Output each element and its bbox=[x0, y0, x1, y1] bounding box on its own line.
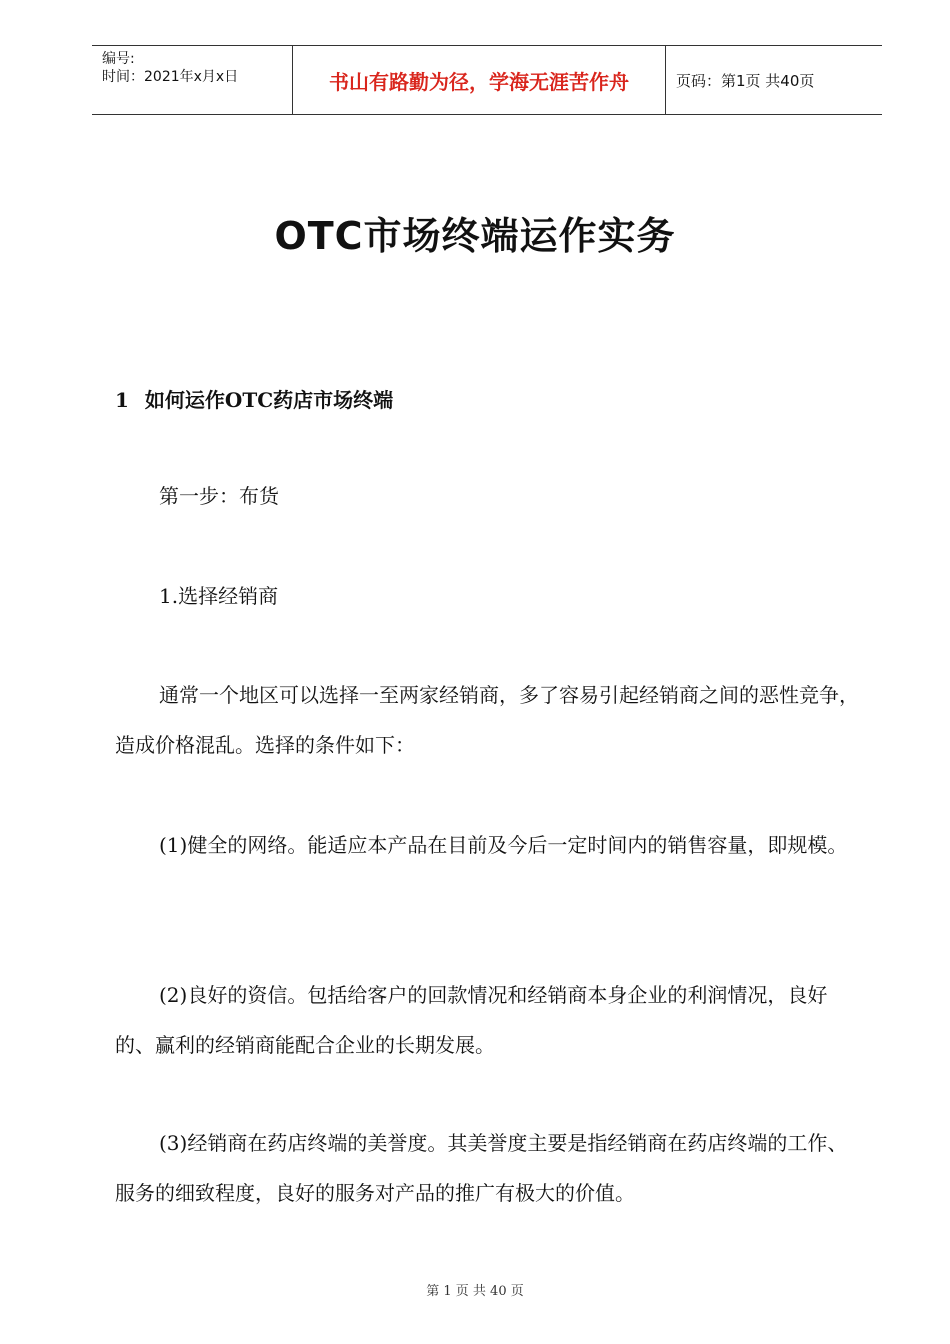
section-number: 1 bbox=[115, 388, 129, 412]
page-header bbox=[92, 45, 882, 115]
number-label: 编号: bbox=[102, 51, 135, 67]
subheading: 1.选择经销商 bbox=[159, 584, 279, 608]
paragraph: (3)经销商在药店终端的美誉度。其美誉度主要是指经销商在药店终端的工作、服务的细致程度，良好的服务对产品的推广有极大的价值。 bbox=[115, 1131, 848, 1205]
header-motto: 书山有路勤为径，学海无涯苦作舟 bbox=[293, 46, 666, 114]
header-meta bbox=[92, 46, 293, 114]
step-heading: 第一步：布货 bbox=[159, 484, 279, 508]
section-title: 如何运作OTC药店市场终端 bbox=[144, 388, 394, 412]
page-footer: 第 1 页 共 40 页 bbox=[426, 1284, 524, 1299]
paragraph: (1)健全的网络。能适应本产品在目前及今后一定时间内的销售容量，即规模。 bbox=[159, 833, 848, 857]
header-page-label: 页码：第1页 共40页 bbox=[676, 71, 815, 90]
paragraph: (2)良好的资信。包括给客户的回款情况和经销商本身企业的利润情况，良好的、赢利的经销商能配合企业的长期发展。 bbox=[115, 983, 828, 1057]
time-label: 时间：2021年x月x日 bbox=[102, 69, 239, 85]
document-title: OTC市场终端运作实务 bbox=[274, 214, 676, 258]
section-heading bbox=[115, 384, 393, 413]
paragraph: 通常一个地区可以选择一至两家经销商，多了容易引起经销商之间的恶性竞争，造成价格混乱。选择的条件如下： bbox=[115, 683, 859, 757]
